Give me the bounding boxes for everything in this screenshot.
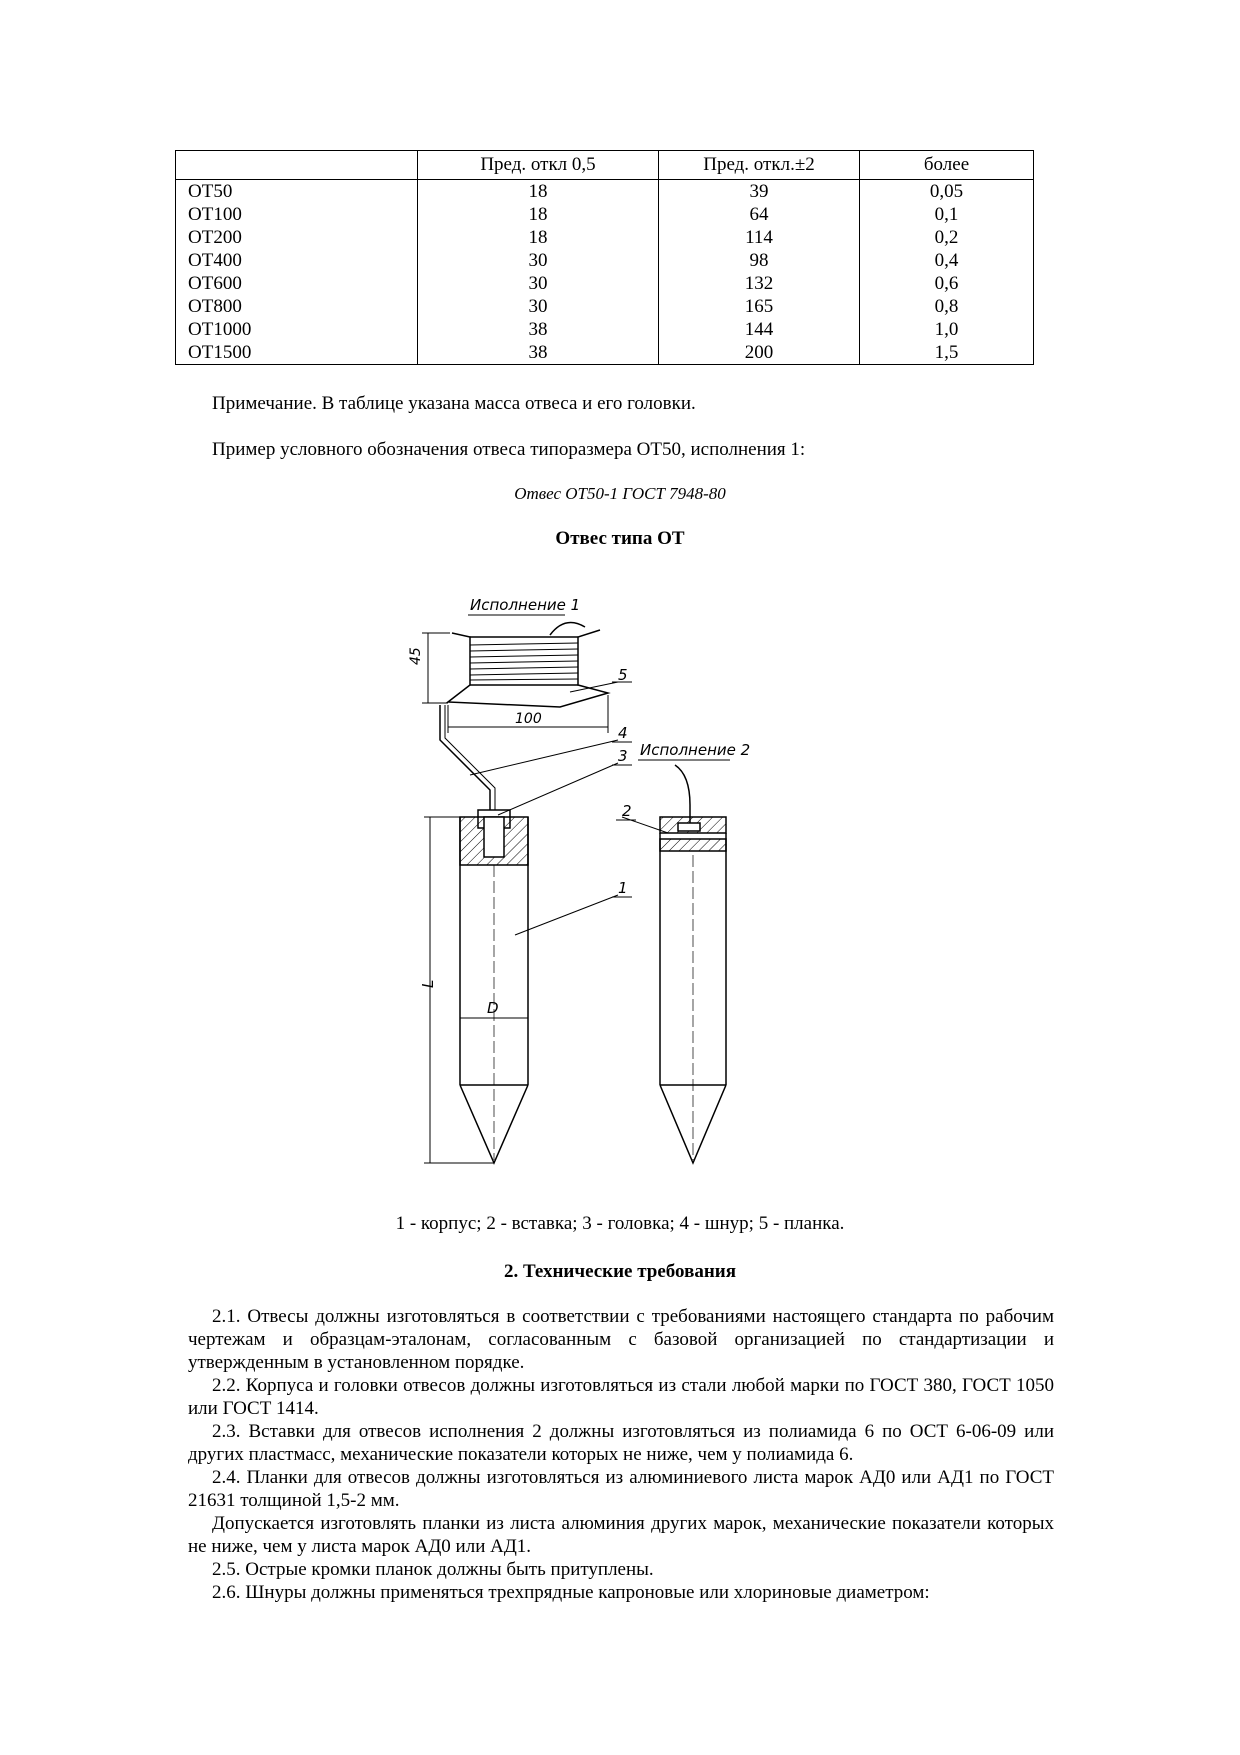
table-row bbox=[176, 341, 1034, 365]
table-cell: 0,6 bbox=[860, 272, 1034, 295]
part-3-label: 3 bbox=[618, 747, 628, 765]
table-cell: 144 bbox=[659, 318, 860, 341]
requirement-paragraph: 2.4. Планки для отвесов должны изготовляться из алюминиевого листа марок АД0 или АД1 по ГОСТ 21631 толщиной 1,5-2 мм. bbox=[188, 1467, 1054, 1511]
requirement-paragraph: Допускается изготовлять планки из листа алюминия других марок, механические показатели которых не ниже, чем у листа марок АД0 или АД1. bbox=[188, 1513, 1054, 1557]
version2-label: Исполнение 2 bbox=[640, 741, 751, 759]
table-cell: 38 bbox=[418, 318, 659, 341]
part-4-label: 4 bbox=[618, 724, 628, 742]
table-header-cell: Пред. откл.±2 bbox=[659, 151, 860, 180]
table-cell: ОТ800 bbox=[176, 295, 418, 318]
table-cell: 30 bbox=[418, 249, 659, 272]
table-cell: 200 bbox=[659, 341, 860, 365]
designation-example-intro: Пример условного обозначения отвеса типоразмера ОТ50, исполнения 1: bbox=[212, 439, 806, 460]
table-cell: 0,8 bbox=[860, 295, 1034, 318]
table-cell: ОТ1500 bbox=[176, 341, 418, 365]
part-5-label: 5 bbox=[618, 666, 628, 684]
table-row bbox=[176, 226, 1034, 249]
table-cell: 38 bbox=[418, 341, 659, 365]
table-cell: 0,05 bbox=[860, 180, 1034, 204]
version1-label: Исполнение 1 bbox=[470, 596, 581, 614]
body-version1 bbox=[460, 817, 528, 1163]
requirement-paragraph: 2.5. Острые кромки планок должны быть притуплены. bbox=[212, 1559, 654, 1580]
table-cell: 18 bbox=[418, 203, 659, 226]
table-cell: 1,5 bbox=[860, 341, 1034, 365]
mass-table bbox=[175, 150, 1034, 365]
part-2-label: 2 bbox=[622, 802, 632, 820]
table-cell: 18 bbox=[418, 180, 659, 204]
table-cell: 165 bbox=[659, 295, 860, 318]
table-cell: 132 bbox=[659, 272, 860, 295]
table-cell: 0,2 bbox=[860, 226, 1034, 249]
table-cell: 39 bbox=[659, 180, 860, 204]
table-header-row bbox=[176, 151, 1034, 180]
table-cell: 64 bbox=[659, 203, 860, 226]
table-row bbox=[176, 318, 1034, 341]
table-header-cell: Пред. откл 0,5 bbox=[418, 151, 659, 180]
table-note: Примечание. В таблице указана масса отвеса и его головки. bbox=[212, 393, 696, 414]
dim-diameter-label: D bbox=[487, 999, 499, 1017]
table-cell: 30 bbox=[418, 295, 659, 318]
table-cell: 1,0 bbox=[860, 318, 1034, 341]
table-row bbox=[176, 272, 1034, 295]
requirement-paragraph: 2.3. Вставки для отвесов исполнения 2 должны изготовляться из полиамида 6 по ОСТ 6-06-09 или других пластмасс, механические показатели которых не ниже, чем у полиамида 6. bbox=[188, 1421, 1054, 1465]
table-cell: ОТ400 bbox=[176, 249, 418, 272]
table-row bbox=[176, 203, 1034, 226]
table-cell: 98 bbox=[659, 249, 860, 272]
dim-height-label: 45 bbox=[408, 647, 424, 665]
figure-caption: 1 - корпус; 2 - вставка; 3 - головка; 4 - шнур; 5 - планка. bbox=[395, 1213, 845, 1234]
table-row bbox=[176, 249, 1034, 272]
table-cell: ОТ1000 bbox=[176, 318, 418, 341]
table-header-cell bbox=[176, 151, 418, 180]
part-1b-label: 1 bbox=[825, 585, 826, 586]
section-title: 2. Технические требования bbox=[503, 1261, 737, 1282]
table-cell: ОТ100 bbox=[176, 203, 418, 226]
table-row bbox=[176, 295, 1034, 318]
dim-width-label: 100 bbox=[515, 711, 542, 727]
table-cell: ОТ50 bbox=[176, 180, 418, 204]
table-cell: 114 bbox=[659, 226, 860, 249]
plumb-bob-drawing bbox=[400, 585, 840, 1195]
spool-part bbox=[448, 623, 608, 708]
dim-length-label: L bbox=[419, 979, 437, 988]
table-cell: ОТ600 bbox=[176, 272, 418, 295]
requirement-paragraph: 2.2. Корпуса и головки отвесов должны изготовляться из стали любой марки по ГОСТ 380, ГОСТ 1050 или ГОСТ 1414. bbox=[188, 1375, 1054, 1419]
requirement-paragraph: 2.1. Отвесы должны изготовляться в соответствии с требованиями настоящего стандарта по рабочим чертежам и образцам-эталонам, согласованным с базовой организацией по стандартизации и утвержденным в установленном порядке. bbox=[188, 1306, 1054, 1373]
table-cell: 18 bbox=[418, 226, 659, 249]
table-cell: 0,4 bbox=[860, 249, 1034, 272]
requirement-paragraph: 2.6. Шнуры должны применяться трехпрядные капроновые или хлориновые диаметром: bbox=[212, 1582, 930, 1603]
part-1-label: 1 bbox=[618, 879, 628, 897]
body-version2 bbox=[660, 765, 726, 1163]
figure-title: Отвес типа ОТ bbox=[555, 528, 685, 549]
table-row bbox=[176, 180, 1034, 204]
table-cell: ОТ200 bbox=[176, 226, 418, 249]
table-cell: 0,1 bbox=[860, 203, 1034, 226]
requirements-text bbox=[188, 1305, 1054, 1604]
table-header-cell: более bbox=[860, 151, 1034, 180]
designation-example: Отвес ОТ50-1 ГОСТ 7948-80 bbox=[514, 484, 726, 503]
table-cell: 30 bbox=[418, 272, 659, 295]
